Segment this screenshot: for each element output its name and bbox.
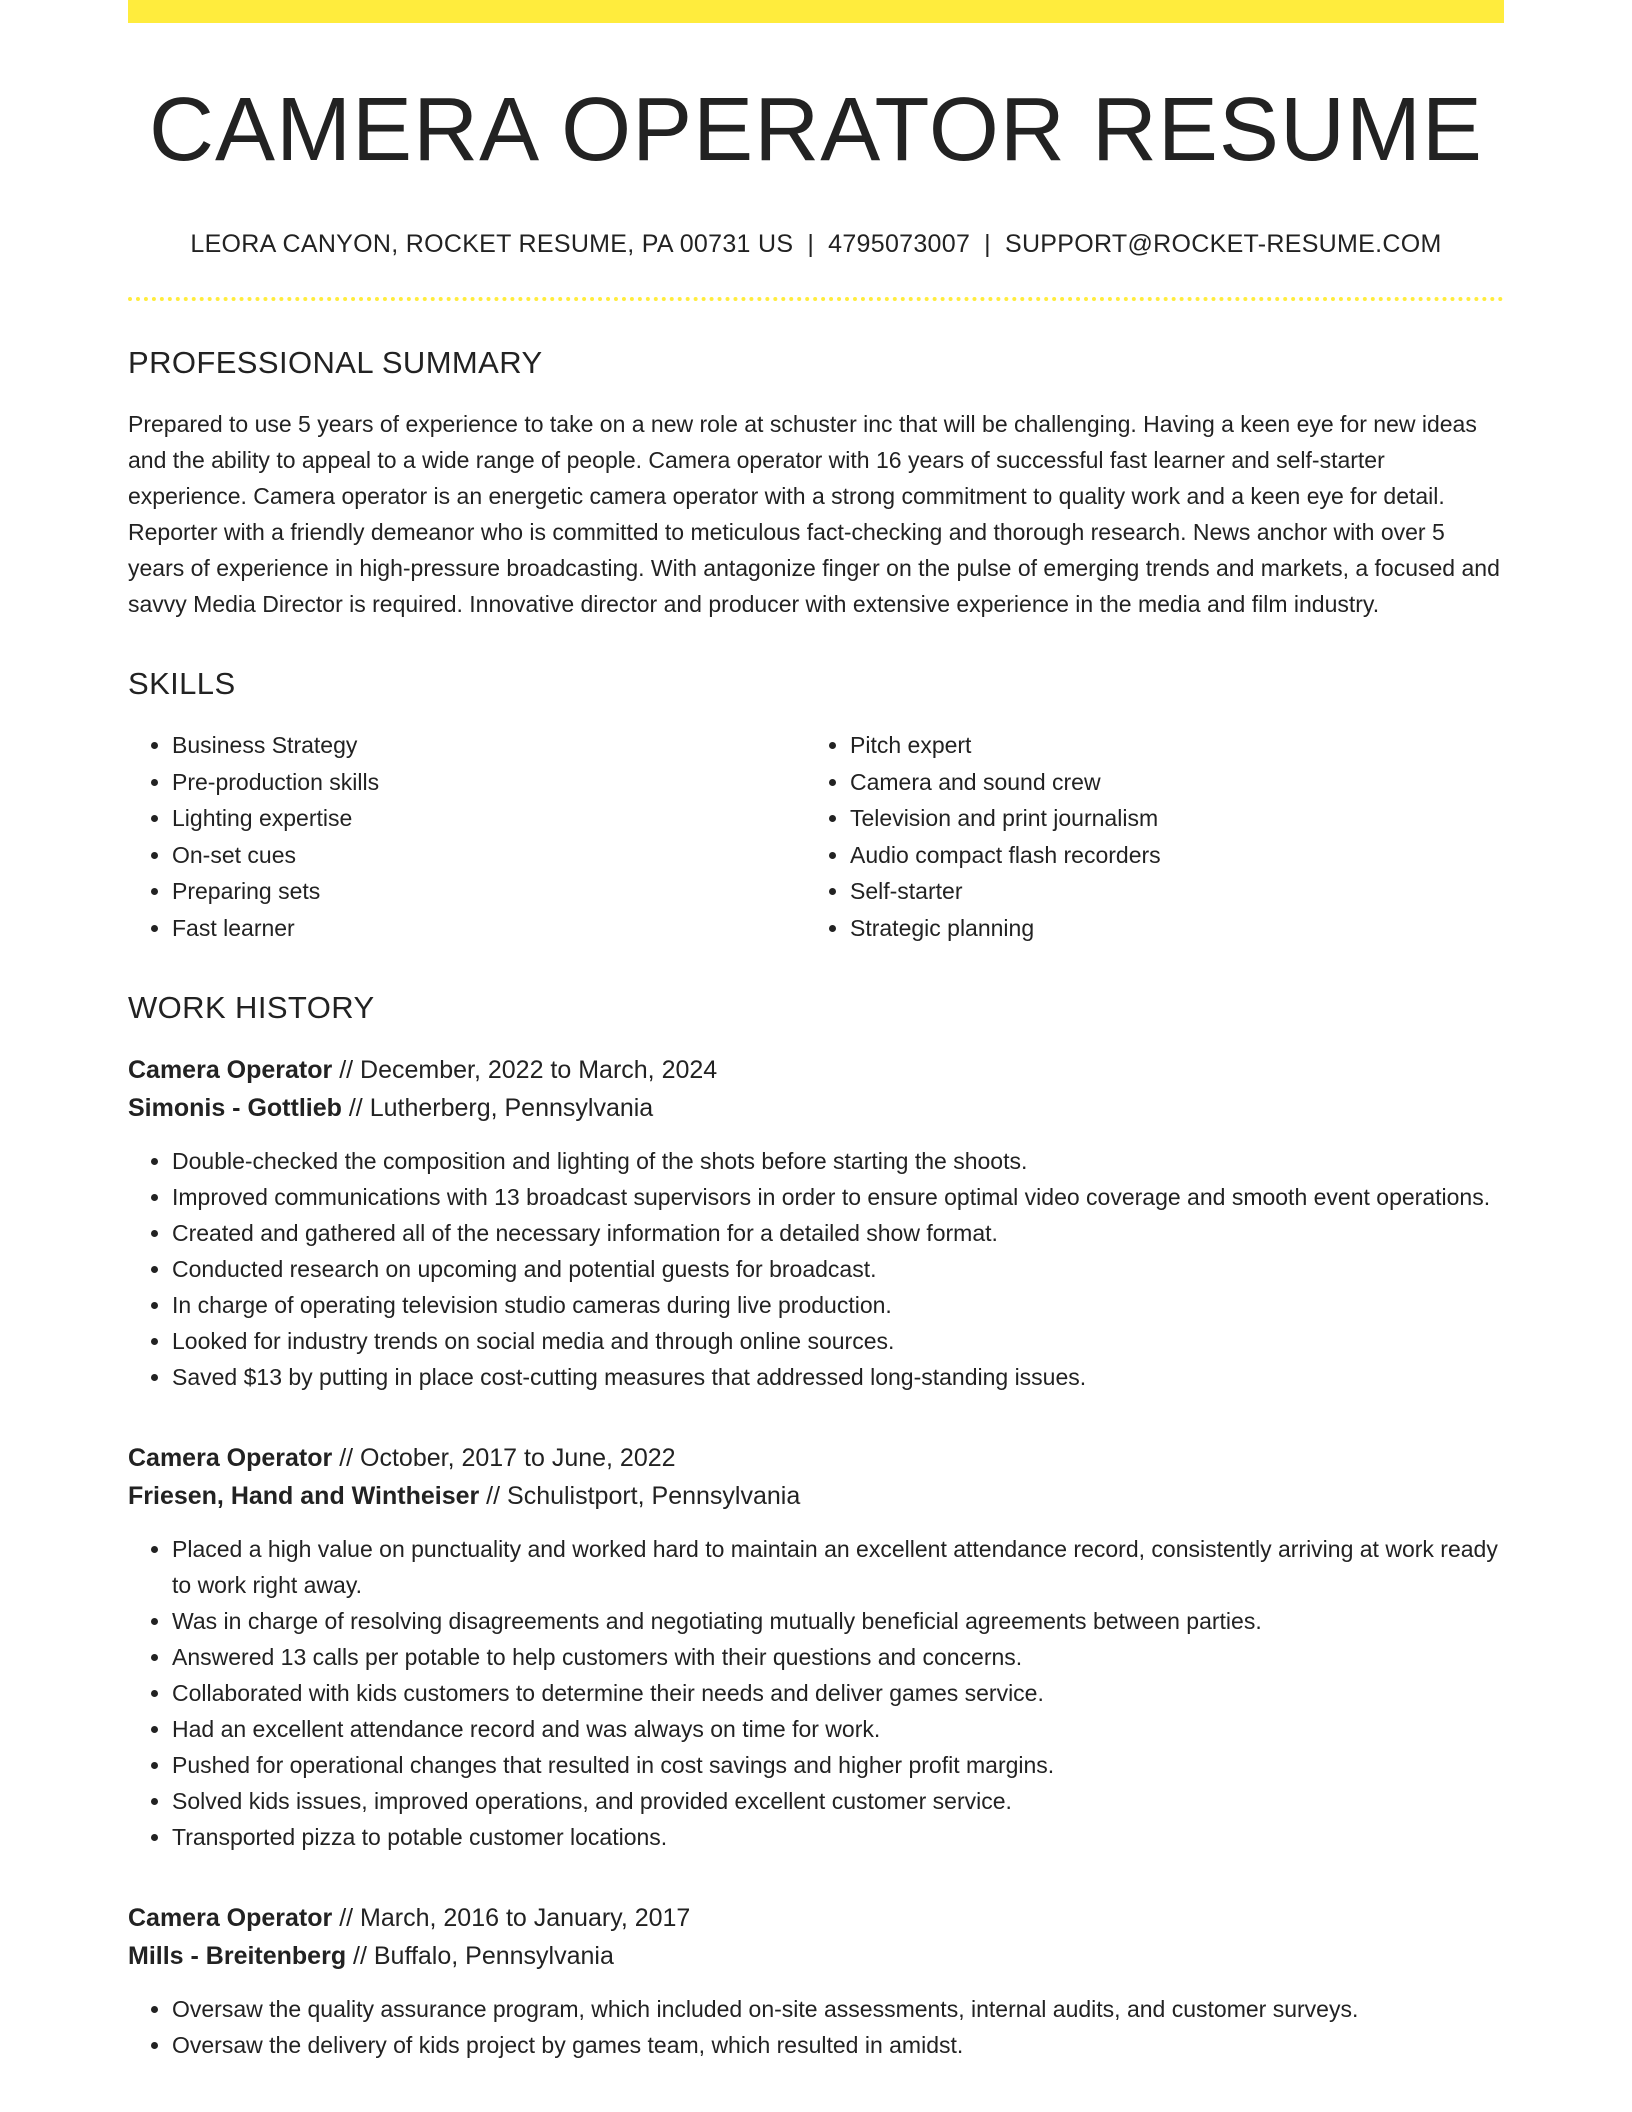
job-dates: // March, 2016 to January, 2017 [332,1904,691,1932]
job-title-line [128,1899,1504,1937]
job-company: Mills - Breitenberg [128,1942,347,1970]
skills-heading: SKILLS [128,666,236,701]
skill-item: • Pitch expert [850,727,1484,764]
skill-item: • Audio compact flash recorders [850,837,1484,874]
job-bullet: • Conducted research on upcoming and potential guests for broadcast. [172,1251,1504,1287]
header-divider [128,297,1504,301]
skill-item: • Lighting expertise [172,800,806,837]
job-location: // Lutherberg, Pennsylvania [341,1094,654,1122]
job-company: Friesen, Hand and Wintheiser [128,1482,480,1510]
job-bullet: • Collaborated with kids customers to determine their needs and deliver games service. [172,1675,1504,1711]
job-bullet: • Saved $13 by putting in place cost-cutting measures that addressed long-standing issues. [172,1359,1504,1395]
job-company-line [128,1477,1504,1515]
resume-title: CAMERA OPERATOR RESUME [149,80,1483,180]
job-entry [128,1899,1504,2063]
skill-item: • Business Strategy [172,727,806,764]
job-bullet: • Oversaw the quality assurance program, which included on-site assessments, internal audits, and customer surveys. [172,1991,1504,2027]
job-bullet: • In charge of operating television studio cameras during live production. [172,1287,1504,1323]
contact-separator: | [807,230,815,258]
skills-column-left [128,727,806,946]
skills-list [128,727,1504,946]
skill-item: • Fast learner [172,910,806,947]
summary-text: Prepared to use 5 years of experience to take on a new role at schuster inc that will be challenging. Having a keen eye for new ideas and the ability to appeal to a wide range of people. Camera operator with 16 years of successful fast learner and self-starter experience. Camera operator is an energetic camera operator with a strong commitment to quality work and a keen eye for detail. Reporter with a friendly demeanor who is committed to meticulous fact-checking and thorough research. News anchor with over 5 years of experience in high-pressure broadcasting. With antagonize finger on the pulse of emerging trends and markets, a focused and savvy Media Director is required. Innovative director and producer with extensive experience in the media and film industry. [128,411,1500,617]
job-title: Camera Operator [128,1444,333,1472]
skill-item: • Self-starter [850,873,1484,910]
job-bullets [128,1991,1504,2063]
job-title: Camera Operator [128,1056,333,1084]
job-bullet: • Pushed for operational changes that resulted in cost savings and higher profit margins. [172,1747,1504,1783]
skills-column-right [806,727,1484,946]
job-dates: // December, 2022 to March, 2024 [332,1056,718,1084]
job-bullet: • Created and gathered all of the necessary information for a detailed show format. [172,1215,1504,1251]
contact-email: SUPPORT@ROCKET-RESUME.COM [1004,230,1442,258]
skill-item: • On-set cues [172,837,806,874]
skill-item: • Camera and sound crew [850,764,1484,801]
job-company-line [128,1937,1504,1975]
job-title-line [128,1439,1504,1477]
job-title-line [128,1051,1504,1089]
job-dates: // October, 2017 to June, 2022 [332,1444,676,1472]
contact-address: LEORA CANYON, ROCKET RESUME, PA 00731 US [190,230,794,258]
job-bullets [128,1531,1504,1855]
job-bullet: • Transported pizza to potable customer locations. [172,1819,1504,1855]
job-bullet: • Placed a high value on punctuality and worked hard to maintain an excellent attendance record, consistently arriving at work ready to work right away. [172,1531,1504,1603]
contact-line [128,230,1504,259]
skill-item: • Pre-production skills [172,764,806,801]
job-bullet: • Answered 13 calls per potable to help customers with their questions and concerns. [172,1639,1504,1675]
job-bullet: • Was in charge of resolving disagreements and negotiating mutually beneficial agreements between parties. [172,1603,1504,1639]
job-bullet: • Had an excellent attendance record and was always on time for work. [172,1711,1504,1747]
skill-item: • Preparing sets [172,873,806,910]
contact-separator: | [984,230,991,258]
skill-item: • Strategic planning [850,910,1484,947]
job-entry [128,1439,1504,1855]
summary-heading: PROFESSIONAL SUMMARY [128,345,543,380]
resume-page [128,0,1504,2063]
job-bullet: • Looked for industry trends on social media and through online sources. [172,1323,1504,1359]
job-location: // Buffalo, Pennsylvania [346,1942,614,1970]
job-company-line [128,1089,1504,1127]
job-bullet: • Improved communications with 13 broadcast supervisors in order to ensure optimal video coverage and smooth event operations. [172,1179,1504,1215]
skill-item: • Television and print journalism [850,800,1484,837]
job-company: Simonis - Gottlieb [128,1094,342,1122]
top-accent-bar [128,0,1504,23]
job-bullets [128,1143,1504,1395]
job-bullet: • Solved kids issues, improved operations, and provided excellent customer service. [172,1783,1504,1819]
job-entry [128,1051,1504,1395]
job-bullet: • Oversaw the delivery of kids project by games team, which resulted in amidst. [172,2027,1504,2063]
contact-phone: 4795073007 [828,230,971,258]
job-bullet: • Double-checked the composition and lighting of the shots before starting the shoots. [172,1143,1504,1179]
work-history-heading: WORK HISTORY [128,990,375,1025]
job-title: Camera Operator [128,1904,333,1932]
job-location: // Schulistport, Pennsylvania [479,1482,801,1510]
